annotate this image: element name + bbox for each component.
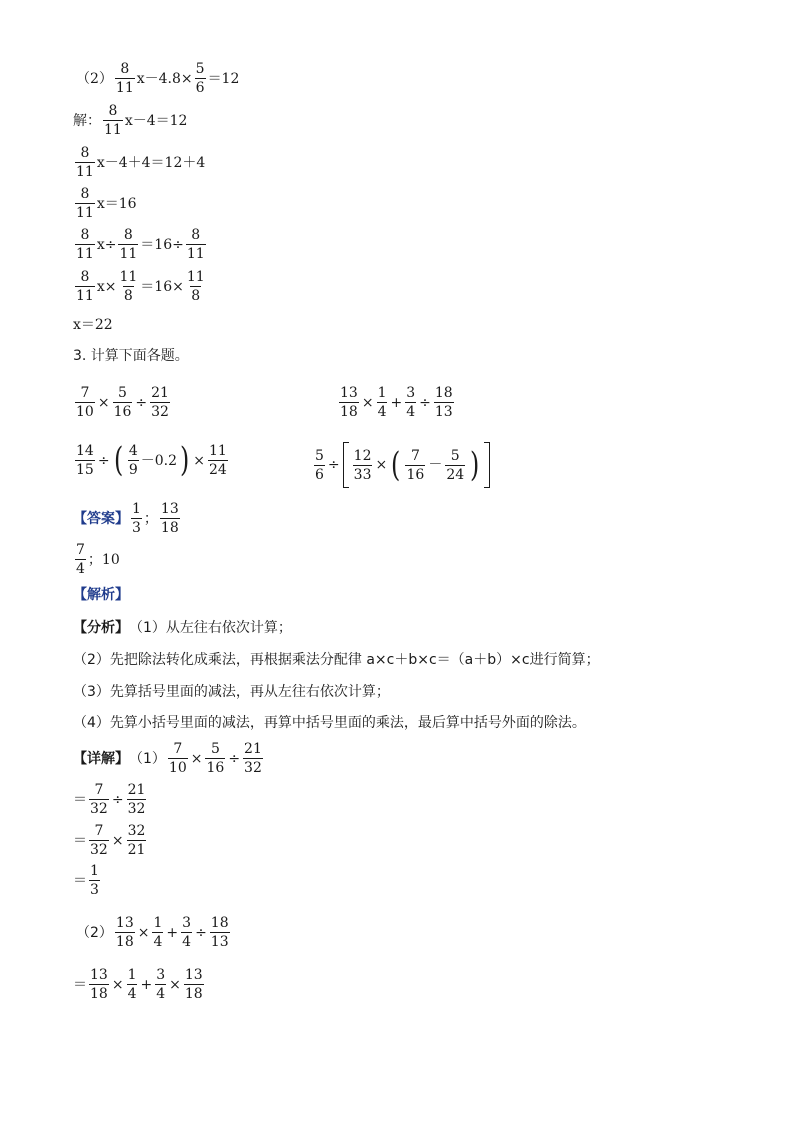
left-bracket <box>343 442 349 488</box>
detail-step-2-2: ＝ $\frac{13}{18}$ × $\frac{1}{4}$ + $\frac{3}{4}$ × $\frac{13}{18}$ <box>73 967 203 1002</box>
solution-step-3: $\frac{8}{11}$ x＝16 <box>76 186 137 221</box>
fraction: $\frac{13}{18}$ <box>115 915 134 950</box>
fraction: $\frac{7}{32}$ <box>90 782 108 817</box>
right-paren: ) <box>470 444 480 485</box>
fraction: $\frac{8}{11}$ <box>115 61 134 96</box>
answer-line-1: 【答案】 $\frac{1}{3}$ ； $\frac{13}{18}$ <box>73 501 179 536</box>
fraction: $\frac{3}{4}$ <box>182 915 192 950</box>
fraction: $\frac{7}{10}$ <box>168 741 187 776</box>
jiexi-label: 【解析】 <box>73 587 129 603</box>
fraction: $\frac{8}{11}$ <box>76 269 94 304</box>
fraction: $\frac{8}{11}$ <box>186 227 205 262</box>
detail-line-2: （2） $\frac{13}{18}$ × $\frac{1}{4}$ + $\frac{3}{4}$ ÷ $\frac{18}{13}$ <box>76 915 229 950</box>
fraction: $\frac{7}{16}$ <box>406 447 425 483</box>
fraction: $\frac{3}{4}$ <box>156 967 166 1002</box>
fraction: $\frac{1}{4}$ <box>153 915 163 950</box>
solution-label: 解： <box>73 112 101 129</box>
fraction: $\frac{1}{4}$ <box>377 385 387 420</box>
part-label: （2） <box>76 70 113 87</box>
question-3-title: 3. 计算下面各题。 <box>73 348 189 364</box>
part2-equation: （2） $\frac{8}{11}$ x－4.8× $\frac{5}{6}$ ＝12 <box>76 61 240 96</box>
analysis-line-2: （2）先把除法转化成乘法，再根据乘法分配律 a×c＋b×c＝（a＋b）×c进行简算； <box>73 652 600 668</box>
fraction: $\frac{18}{13}$ <box>434 385 453 420</box>
analysis-line-3: （3）先算括号里面的减法，再从左往右依次计算； <box>73 684 390 700</box>
fraction: $\frac{21}{32}$ <box>151 385 169 420</box>
left-paren: ( <box>113 440 123 481</box>
right-bracket <box>484 442 490 488</box>
detail-label: 【详解】 <box>73 750 129 767</box>
fraction: $\frac{12}{33}$ <box>353 447 372 483</box>
fraction: $\frac{11}{8}$ <box>119 269 138 304</box>
answer-line-2: $\frac{7}{4}$ ；10 <box>76 542 120 577</box>
analysis-label: 【分析】 <box>73 620 129 636</box>
problem-1: $\frac{7}{10}$ × $\frac{5}{16}$ ÷ $\frac{21}{32}$ <box>76 385 169 420</box>
fraction: $\frac{8}{11}$ <box>119 227 138 262</box>
fraction: $\frac{21}{32}$ <box>244 741 262 776</box>
right-paren: ) <box>180 440 190 481</box>
fraction: $\frac{8}{11}$ <box>76 145 94 180</box>
fraction: $\frac{13}{18}$ <box>160 501 179 536</box>
fraction: $\frac{7}{32}$ <box>90 823 108 858</box>
fraction: $\frac{13}{18}$ <box>90 967 108 1002</box>
problem-3: $\frac{14}{15}$ ÷ ( $\frac{4}{9}$ －0.2 ) × $\frac{11}{24}$ <box>76 440 227 481</box>
fraction: $\frac{4}{9}$ <box>128 443 138 478</box>
fraction: $\frac{8}{11}$ <box>76 186 94 221</box>
fraction: $\frac{5}{6}$ <box>195 61 205 96</box>
left-paren: ( <box>391 444 401 485</box>
detail-step-1-3: ＝ $\frac{7}{32}$ × $\frac{32}{21}$ <box>73 823 146 858</box>
fraction: $\frac{13}{18}$ <box>340 385 358 420</box>
fraction: $\frac{7}{4}$ <box>76 542 85 577</box>
fraction: $\frac{8}{11}$ <box>76 227 94 262</box>
solution-step-1: 解： $\frac{8}{11}$ x－4＝12 <box>73 103 188 138</box>
fraction: $\frac{32}{21}$ <box>127 823 146 858</box>
solution-step-4: $\frac{8}{11}$ x÷ $\frac{8}{11}$ ＝16÷ $\frac{8}{11}$ <box>76 227 205 262</box>
detail-step-1-2: ＝ $\frac{7}{32}$ ÷ $\frac{21}{32}$ <box>73 782 146 817</box>
fraction: $\frac{5}{16}$ <box>206 741 225 776</box>
solution-step-5: $\frac{8}{11}$ x× $\frac{11}{8}$ ＝16× $\frac{11}{8}$ <box>76 269 205 304</box>
answer-label: 【答案】 <box>73 510 129 527</box>
solution-result: x＝22 <box>73 317 113 333</box>
detail-step-1-4: ＝ $\frac{1}{3}$ <box>73 863 99 898</box>
fraction: $\frac{21}{32}$ <box>127 782 146 817</box>
analysis-line-4: （4）先算小括号里面的减法，再算中括号里面的乘法，最后算中括号外面的除法。 <box>73 715 586 731</box>
fraction: $\frac{3}{4}$ <box>406 385 416 420</box>
fraction: $\frac{8}{11}$ <box>104 103 122 138</box>
fraction: $\frac{7}{10}$ <box>76 385 94 420</box>
problem-4: $\frac{5}{6}$ ÷ $\frac{12}{33}$ × ( $\frac{7}{16}$ － $\frac{5}{24}$ ) <box>312 442 492 488</box>
fraction: $\frac{1}{3}$ <box>90 863 99 898</box>
fraction: $\frac{5}{6}$ <box>315 447 324 483</box>
detail-line-1: 【详解】 （1） $\frac{7}{10}$ × $\frac{5}{16}$ ÷ $\frac{21}{32}$ <box>73 741 262 776</box>
fraction: $\frac{1}{4}$ <box>127 967 137 1002</box>
analysis-line-1: 【分析】 （1）从左往右依次计算； <box>73 620 292 636</box>
fraction: $\frac{18}{13}$ <box>210 915 229 950</box>
problem-2: $\frac{13}{18}$ × $\frac{1}{4}$ + $\frac{3}{4}$ ÷ $\frac{18}{13}$ <box>340 385 453 420</box>
fraction: $\frac{14}{15}$ <box>76 443 94 478</box>
fraction: $\frac{11}{8}$ <box>186 269 205 304</box>
fraction: $\frac{13}{18}$ <box>184 967 203 1002</box>
fraction: $\frac{5}{24}$ <box>446 447 465 483</box>
fraction: $\frac{11}{24}$ <box>209 443 227 478</box>
fraction: $\frac{1}{3}$ <box>132 501 141 536</box>
fraction: $\frac{5}{16}$ <box>113 385 132 420</box>
solution-step-2: $\frac{8}{11}$ x－4＋4＝12＋4 <box>76 145 206 180</box>
